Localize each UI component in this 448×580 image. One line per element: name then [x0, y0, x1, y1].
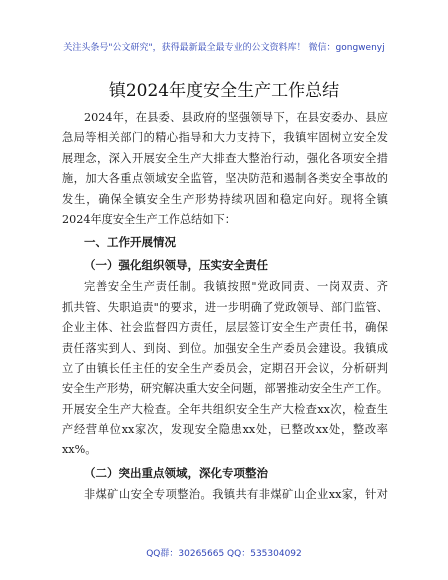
- paragraph-line: xx%。: [62, 443, 97, 457]
- intro-line: 展理念，深入开展安全生产大排查大整治行动，强化各项安全措: [62, 151, 388, 165]
- subsection-heading: （二）突出重点领域，深化专项整治: [84, 465, 268, 480]
- paragraph-line: 抓共管、失职追责"的要求，进一步明确了党政领导、部门监管、: [62, 300, 388, 314]
- intro-line: 施，加大各重点领域安全监管，坚决防范和遏制各类安全事故的: [62, 172, 388, 186]
- paragraph-line: 产经营单位xx家次，发现安全隐患xx处，已整改xx处，整改率: [62, 423, 388, 437]
- footer-note: QQ群：30265665 QQ：535304092: [146, 549, 302, 559]
- document-title: 镇2024年度安全生产工作总结: [108, 81, 340, 101]
- paragraph-line: 非煤矿山安全专项整治。我镇共有非煤矿山企业xx家，针对: [84, 487, 388, 501]
- intro-line: 2024年，在县委、县政府的坚强领导下，在县安委办、县应: [84, 111, 388, 124]
- intro-line: 急局等相关部门的精心指导和大力支持下，我镇牢固树立安全发: [62, 131, 388, 145]
- paragraph-line: 企业主体、社会监督四方责任，层层签订安全生产责任书，确保: [62, 321, 388, 335]
- subsection-heading: （一）强化组织领导，压实安全责任: [84, 258, 268, 273]
- intro-line: 2024年度安全生产工作总结如下：: [62, 212, 236, 226]
- document-body: [62, 108, 388, 505]
- paragraph-line: 完善安全生产责任制。我镇按照"党政同责、一岗双责、齐: [84, 280, 388, 294]
- paragraph-line: 责任落实到人、到岗、到位。加强安全生产委员会建设。我镇成: [62, 341, 388, 355]
- intro-line: 发生，确保全镇安全生产形势持续巩固和稳定向好。现将全镇: [62, 192, 388, 206]
- paragraph-line: 安全生产形势，研究解决重大安全问题，部署推动安全生产工作。: [62, 382, 388, 396]
- section-heading: 一、工作开展情况: [84, 235, 176, 250]
- header-note: 关注头条号"公文研究"，获得最新最全最专业的公文资料库！ 微信：gongwenyj: [63, 43, 385, 53]
- paragraph-line: 开展安全生产大检查。全年共组织安全生产大检查xx次，检查生: [62, 402, 388, 416]
- paragraph-line: 立了由镇长任主任的安全生产委员会，定期召开会议，分析研判: [62, 361, 388, 375]
